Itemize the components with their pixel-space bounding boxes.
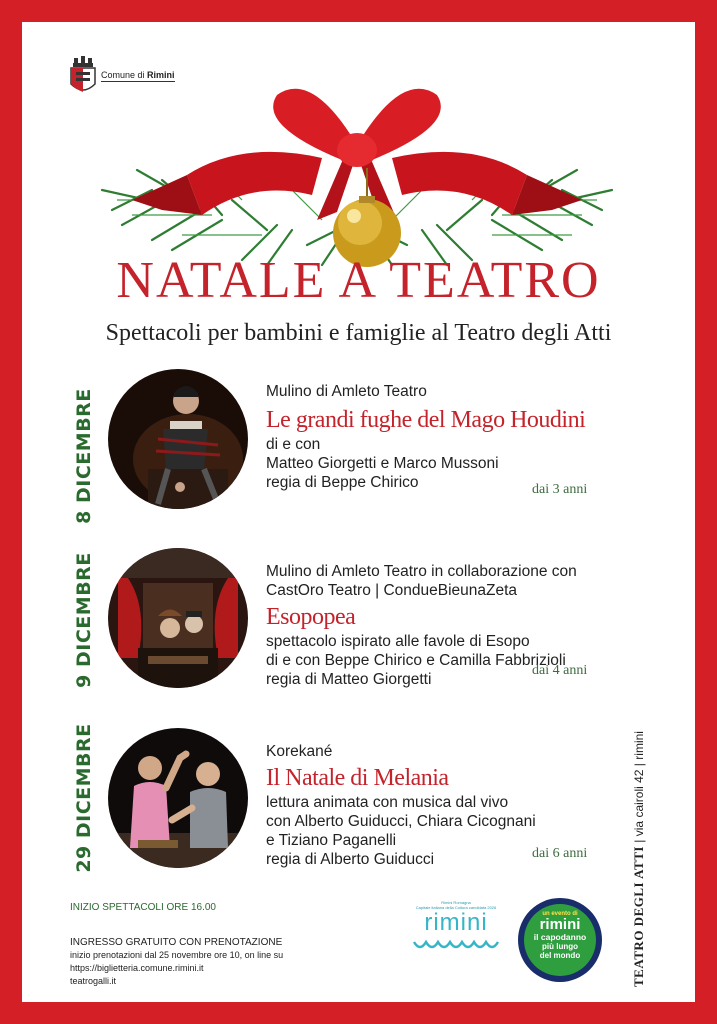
poster-subtitle: Spettacoli per bambini e famiglie al Teatro degli Atti	[105, 320, 612, 346]
christmas-bow-decoration	[92, 50, 622, 280]
show-3-detail-2: con Alberto Guiducci, Chiara Cicognani	[266, 813, 536, 830]
comune-label: Comune di Rimini	[101, 70, 175, 80]
show-1-company: Mulino di Amleto Teatro	[266, 383, 427, 400]
show-1-detail-1: di e con	[266, 436, 321, 453]
show-3-info	[266, 742, 536, 869]
poster	[22, 22, 695, 1002]
show-1-info	[266, 382, 585, 492]
show-3-company: Korekané	[266, 743, 333, 760]
site-link[interactable]: teatrogalli.it	[70, 976, 117, 986]
capodanno-line-3: il capodanno	[533, 932, 587, 942]
show-1-detail-3: regia di Beppe Chirico	[266, 474, 419, 491]
waves-icon	[410, 936, 502, 956]
capodanno-line-5: del mondo	[539, 951, 581, 960]
start-time: INIZIO SPETTACOLI ORE 16.00	[70, 902, 216, 913]
rimini-logo-small-2: Capitale italiana della Cultura candidata 2026	[415, 905, 497, 910]
rimini-logo-word: rimini	[424, 909, 488, 936]
show-3-age: dai 6 anni	[532, 846, 588, 861]
venue-separator-2: |	[632, 763, 646, 767]
capodanno-line-1: un evento di	[542, 911, 578, 917]
capodanno-logo	[518, 898, 602, 982]
show-3-detail-3: e Tiziano Paganelli	[266, 832, 397, 849]
show-2-date: 9 DICEMBRE	[73, 552, 95, 688]
show-1-age: dai 3 anni	[532, 482, 588, 497]
booking-info: inizio prenotazioni dal 25 novembre ore 10, on line su	[70, 950, 284, 960]
venue-vertical	[631, 731, 647, 987]
show-2-photo	[108, 548, 248, 688]
show-2-age: dai 4 anni	[532, 663, 588, 678]
show-2-detail-1: spettacolo ispirato alle favole di Esopo	[266, 633, 530, 650]
rimini-logo-small-1: Rimini Romagna	[441, 900, 471, 905]
venue-separator-1: |	[632, 839, 646, 843]
show-3-date: 29 DICEMBRE	[73, 723, 95, 873]
show-3-detail-1: lettura animata con musica dal vivo	[266, 794, 509, 811]
show-2-title: Esopopea	[266, 604, 356, 630]
capodanno-line-4: più lungo	[542, 942, 578, 951]
show-2-detail-2: di e con Beppe Chirico e Camilla Fabbrizioli	[266, 652, 566, 669]
show-2-info	[266, 562, 577, 689]
venue-name: TEATRO DEGLI ATTI	[631, 846, 646, 987]
footer-info	[70, 936, 283, 988]
show-1-title: Le grandi fughe del Mago Houdini	[266, 407, 586, 433]
poster-title: NATALE A TEATRO	[116, 252, 601, 309]
show-1-detail-2: Matteo Giorgetti e Marco Mussoni	[266, 455, 499, 472]
venue-address: via cairoli 42	[632, 769, 646, 837]
show-2-company: Mulino di Amleto Teatro in collaborazione con	[266, 563, 577, 580]
show-3-title: Il Natale di Melania	[266, 765, 449, 791]
show-1-photo	[108, 369, 248, 509]
show-1-date: 8 DICEMBRE	[73, 388, 95, 524]
rimini-culture-logo	[410, 890, 502, 980]
capodanno-line-2: rimini	[539, 916, 581, 933]
entry-info: INGRESSO GRATUITO CON PRENOTAZIONE	[70, 937, 283, 948]
show-2-company-line2: CastOro Teatro | CondueBieunaZeta	[266, 582, 518, 599]
show-2-detail-3: regia di Matteo Giorgetti	[266, 671, 432, 688]
venue-city: rimini	[632, 731, 646, 760]
booking-url[interactable]: https://biglietteria.comune.rimini.it	[70, 963, 204, 973]
show-3-photo	[108, 728, 248, 868]
show-3-detail-4: regia di Alberto Guiducci	[266, 851, 435, 868]
